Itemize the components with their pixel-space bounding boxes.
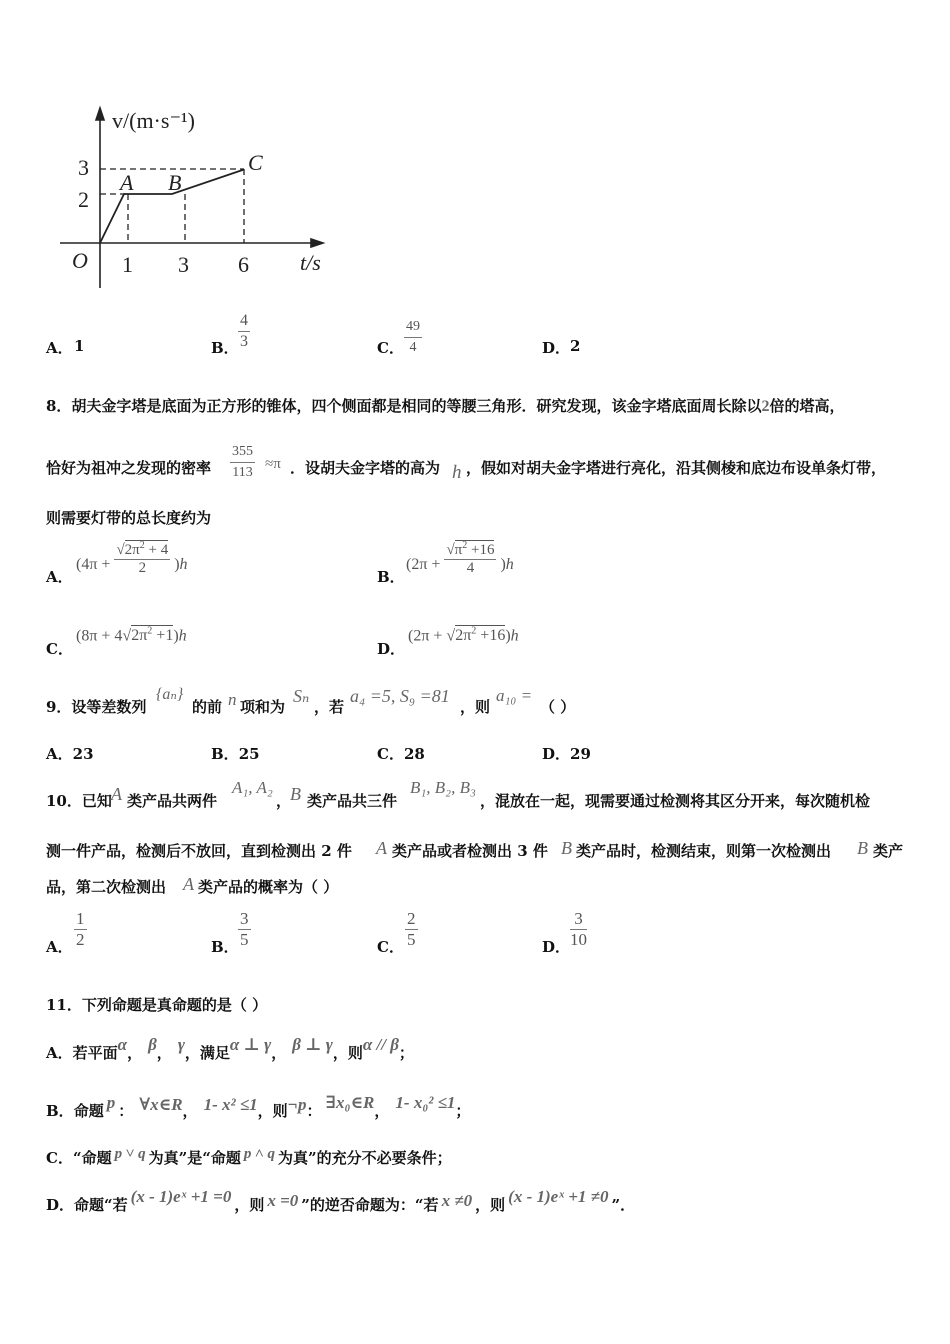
q7-option-d-value: 2 bbox=[570, 337, 581, 355]
q9-sn: Sₙ bbox=[293, 686, 310, 706]
q8-option-a-label: A． bbox=[46, 568, 73, 586]
q8-line-3: 则需要灯带的总长度约为 bbox=[46, 509, 212, 527]
q10-l3-b: 类产品的概率为（ ） bbox=[198, 878, 339, 896]
q10-option-a-label: A． bbox=[46, 938, 73, 956]
q10-a12: A₁, A₂ bbox=[232, 778, 273, 797]
y-axis-label: v/(m·s⁻¹) bbox=[112, 108, 195, 133]
q9-option-c: C．28 bbox=[377, 745, 425, 763]
q7-option-d-label: D． bbox=[542, 339, 571, 357]
q10-l1-d: 类产品共三件 bbox=[307, 792, 398, 810]
q10-option-d-label: D． bbox=[542, 938, 571, 956]
frac-numerator: 355 bbox=[230, 442, 255, 463]
velocity-time-graph bbox=[50, 100, 340, 300]
q11-option-c: C．“命题 p ˅ q 为真”是“命题 p ˄ q 为真”的充分不必要条件； bbox=[46, 1146, 452, 1167]
q10-A: A bbox=[111, 784, 122, 804]
q10-option-c-label: C． bbox=[377, 938, 404, 956]
y-tick-2: 2 bbox=[78, 187, 89, 212]
q10-B-3: B bbox=[857, 838, 868, 858]
q8-option-c-label: C． bbox=[46, 640, 73, 658]
x-axis-label: t/s bbox=[300, 250, 321, 275]
q9-option-d: D．29 bbox=[542, 745, 591, 763]
q10-option-c-fraction: $\frac{2}{5}$ bbox=[407, 909, 416, 949]
q10-l2-c: 类产品时，检测结束，则第一次检测出 bbox=[576, 842, 832, 860]
q9-text-d: ，若 bbox=[314, 698, 345, 716]
q10-l2-d: 类产 bbox=[873, 842, 904, 860]
number-two: 2 bbox=[761, 398, 770, 415]
q8-line-2b: ．设胡夫金字塔的高为 bbox=[290, 459, 441, 477]
q11-option-d: D．命题“若 (x - 1)eˣ +1 =0 ，则 x =0 ”的逆否命题为：“若 x ≠0 ，则 (x - 1)eˣ +1 ≠0 ”． bbox=[46, 1187, 636, 1214]
frac-denominator: 4 bbox=[409, 340, 417, 355]
q8-line-1: 8．胡夫金字塔是底面为正方形的锥体，四个侧面都是相同的等腰三角形．研究发现，该金字塔底面周长除以2倍的塔高， bbox=[46, 397, 845, 415]
q10-option-a-fraction: $\frac{1}{2}$ bbox=[76, 909, 85, 949]
q8-option-d-formula: $(2\pi + √2\pi^2 +16)h$ bbox=[408, 626, 519, 645]
q10-b123: B₁, B₂, B₃ bbox=[410, 778, 476, 797]
frac-numerator: 4 bbox=[238, 311, 250, 332]
q11-stem: 11．下列命题是真命题的是（ ） bbox=[46, 996, 268, 1014]
q10-option-d-fraction: $\frac{3}{10}$ bbox=[570, 909, 587, 949]
q10-option-b-fraction: $\frac{3}{5}$ bbox=[240, 909, 249, 949]
x-tick-6: 6 bbox=[238, 252, 249, 277]
q7-option-c-label: C． bbox=[377, 339, 404, 357]
q9-condition: a₄ =5, S₉ =81 bbox=[350, 686, 450, 706]
q7-option-a-value: 1 bbox=[74, 337, 85, 355]
q10-option-b-label: B． bbox=[211, 938, 239, 956]
q9-text-e: ，则 bbox=[460, 698, 491, 716]
q9-text-f: （ ） bbox=[540, 698, 576, 716]
q10-A-2: A bbox=[376, 838, 387, 858]
q9-sequence: {aₙ} bbox=[156, 686, 184, 703]
q11-option-a: A．若平面α， β， γ，满足α ⊥ γ， β ⊥ γ，则α // β； bbox=[46, 1035, 414, 1062]
q8-option-a-formula: (4π + $\frac{√2\pi^2 + 4}{2}$ )h bbox=[76, 540, 188, 576]
q10-B: B bbox=[290, 784, 301, 804]
point-b-label: B bbox=[168, 170, 182, 195]
q7-option-c-fraction bbox=[404, 317, 422, 358]
q10-B-2: B bbox=[561, 838, 572, 858]
q10-l1-b: 类产品共两件 bbox=[127, 792, 218, 810]
q9-n: n bbox=[228, 690, 237, 709]
q9-text-b: 的前 bbox=[192, 698, 223, 716]
y-axis-arrow bbox=[96, 108, 104, 120]
q10-l1-c: ， bbox=[276, 792, 292, 810]
q8-line-2c: ，假如对胡夫金字塔进行亮化，沿其侧棱和底边布设单条灯带， bbox=[466, 459, 887, 477]
q10-l1-e: ，混放在一起，现需要通过检测将其区分开来，每次随机检 bbox=[480, 792, 871, 810]
q10-l2-a: 测一件产品，检测后不放回，直到检测出 2 件 bbox=[46, 842, 352, 860]
q9-a10: a₁₀ = bbox=[496, 686, 533, 705]
q11-option-b: B．命题 p ： ∀x∈R， 1- x² ≤1，则¬p： ∃x₀∈R， 1- x₀² ≤1； bbox=[46, 1093, 471, 1120]
q8-ratio-fraction bbox=[230, 442, 255, 483]
q10-l1-a: 10．已知 bbox=[46, 792, 112, 810]
q9-option-b: B．25 bbox=[211, 745, 260, 763]
q9-text-c: 项和为 bbox=[240, 698, 286, 716]
q9-text-a: 9．设等差数列 bbox=[46, 698, 147, 716]
q7-option-b-fraction bbox=[238, 311, 250, 352]
frac-denominator: 113 bbox=[232, 465, 253, 480]
x-tick-1: 1 bbox=[122, 252, 133, 277]
q8-option-d-label: D． bbox=[377, 640, 406, 658]
frac-numerator: 49 bbox=[404, 317, 422, 338]
q8-option-b-formula: (2π + $\frac{√\pi^2 +16}{4}$ )h bbox=[406, 540, 514, 576]
y-tick-3: 3 bbox=[78, 155, 89, 180]
origin-label: O bbox=[72, 248, 88, 273]
q7-option-a-label: A． bbox=[46, 339, 73, 357]
approx-pi: ≈π bbox=[265, 456, 281, 472]
q8-line-2: 恰好为祖冲之发现的密率 bbox=[46, 459, 212, 477]
q10-A-3: A bbox=[183, 874, 194, 894]
q7-option-b-label: B． bbox=[211, 339, 239, 357]
q9-option-a: A．23 bbox=[46, 745, 94, 763]
height-var: h bbox=[452, 462, 462, 483]
x-tick-3: 3 bbox=[178, 252, 189, 277]
x-axis-arrow bbox=[311, 239, 323, 247]
q8-option-c-formula: $(8\pi + 4√2\pi^2 +1)h$ bbox=[76, 626, 187, 645]
q8-option-b-label: B． bbox=[377, 568, 405, 586]
q10-l3-a: 品，第二次检测出 bbox=[46, 878, 167, 896]
frac-denominator: 3 bbox=[240, 333, 248, 350]
point-a-label: A bbox=[120, 170, 134, 195]
point-c-label: C bbox=[248, 150, 263, 175]
q10-l2-b: 类产品或者检测出 3 件 bbox=[392, 842, 548, 860]
